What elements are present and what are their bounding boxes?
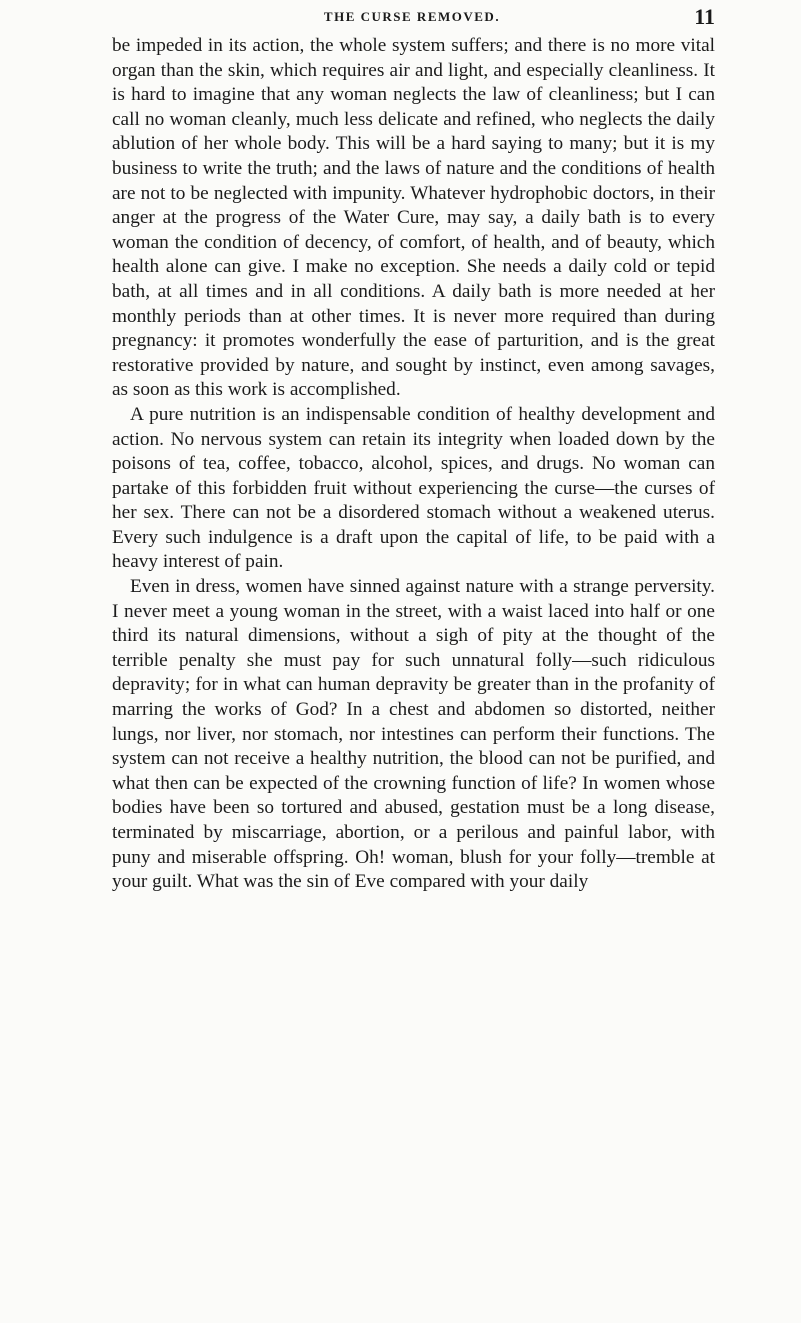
paragraph-cleanliness: be impeded in its action, the whole system suffers; and there is no more vital organ than the skin, which requires air and light, and especially cleanliness. It is hard to imagine that any woman neglects the law of cleanliness; but I can call no woman cleanly, much less delicate and refined, who neglects the daily ablution of her whole body. This will be a hard saying to many; but it is my business to write the truth; and the laws of nature and the conditions of health are not to be neglected with impunity. Whatever hydrophobic doctors, in their anger at the progress of the Water Cure, may say, a daily bath is to every woman the condition of decency, of comfort, of health, and of beauty, which health alone can give. I make no exception. She needs a daily cold or tepid bath, at all times and in all conditions. A daily bath is more needed at her monthly periods than at other times. It is never more required than during pregnancy: it promotes wonderfully the ease of parturition, and is the great restorative provided by nature, and sought by instinct, even among savages, as soon as this work is accomplished.: [112, 35, 715, 401]
body-text: [112, 34, 715, 895]
running-title: THE CURSE REMOVED.: [323, 9, 501, 24]
paragraph-dress: Even in dress, women have sinned against nature with a strange perversity. I never meet a young woman in the street, with a waist laced into half or one third its natural dimensions, without a sigh of pity at the thought of the terrible penalty she must pay for such unnatural folly—such ridiculous depravity; for in what can human depravity be greater than in the profanity of marring the works of God? In a chest and abdomen so distorted, neither lungs, nor liver, nor stomach, nor intestines can perform their functions. The system can not receive a healthy nutrition, the blood can not be purified, and what then can be expected of the crowning function of life? In women whose bodies have been so tortured and abused, gestation must be a long disease, terminated by miscarriage, abortion, or a perilous and painful labor, with puny and miserable offspring. Oh! woman, blush for your folly—tremble at your guilt. What was the sin of Eve compared with your daily: [112, 576, 715, 893]
paragraph-nutrition: A pure nutrition is an indispensable condition of healthy development and action. No nervous system can retain its integrity when loaded down by the poisons of tea, coffee, tobacco, alcohol, spices, and drugs. No woman can partake of this forbidden fruit without experiencing the curse—the curses of her sex. There can not be a disordered stomach without a weakened uterus. Every such indulgence is a draft upon the capital of life, to be paid with a heavy interest of pain.: [112, 403, 715, 573]
page-number: 11: [694, 4, 715, 29]
running-head: [112, 4, 715, 30]
